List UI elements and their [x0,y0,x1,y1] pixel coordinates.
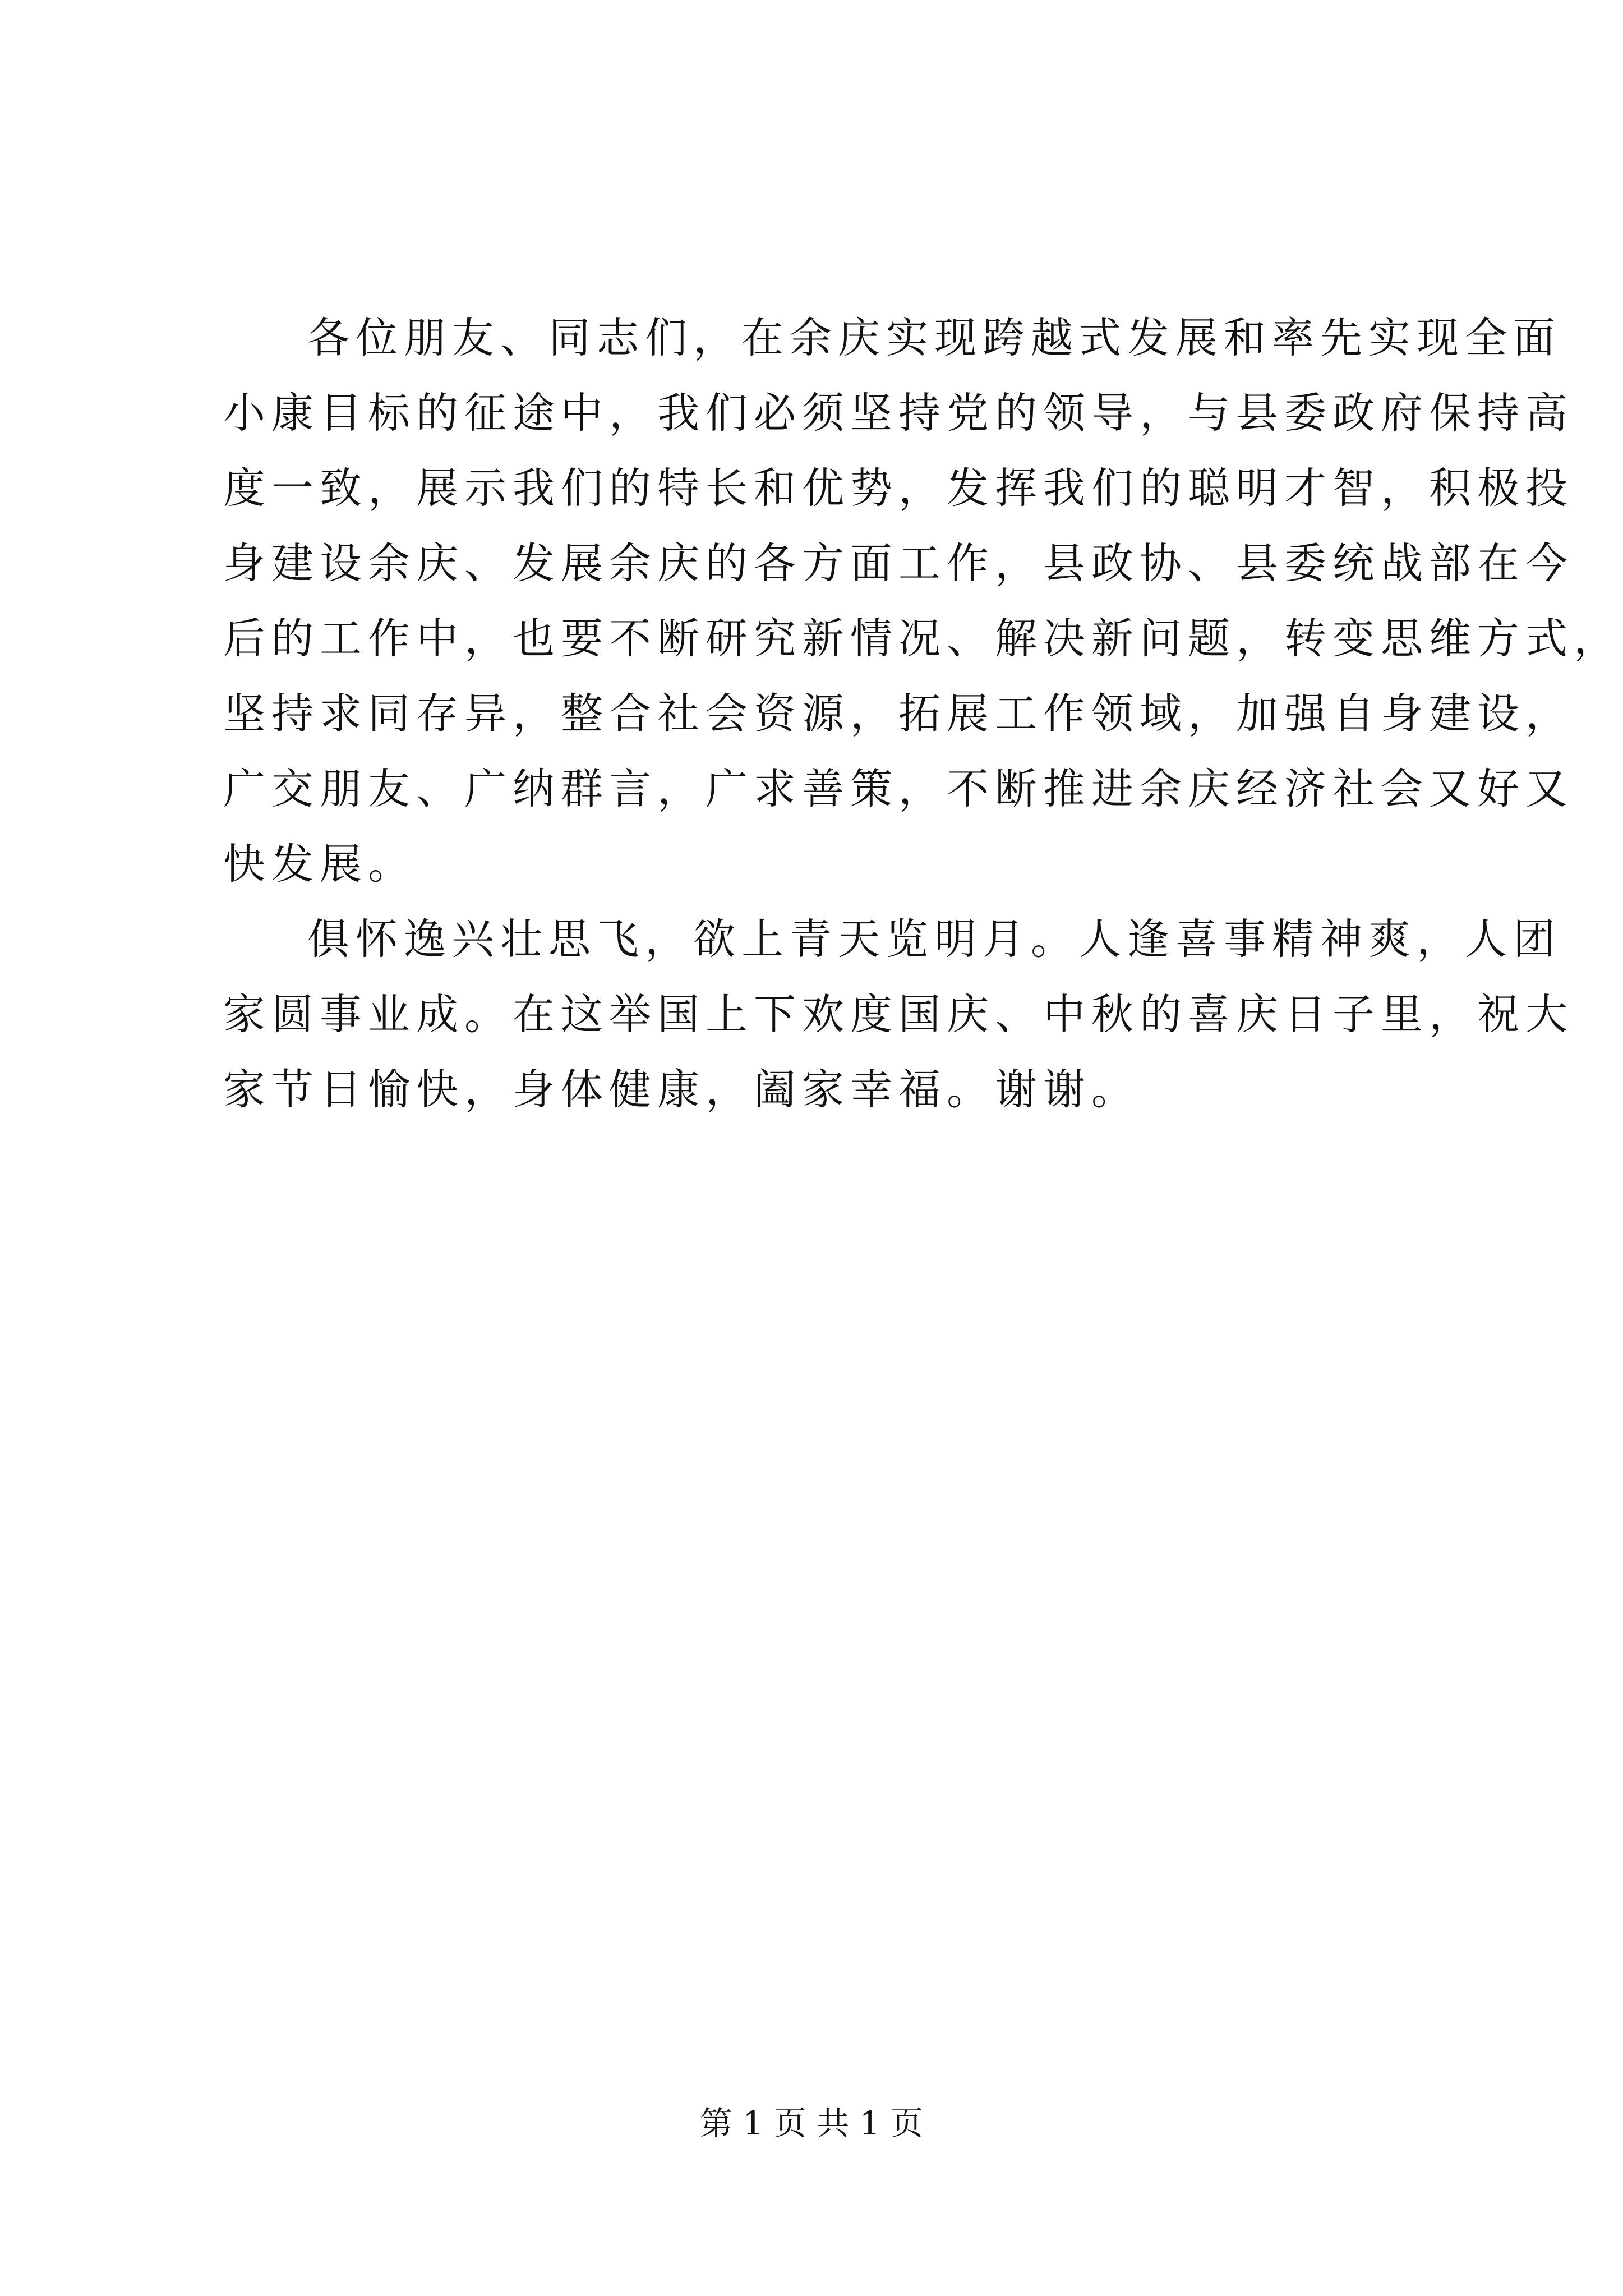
document-body [223,300,1622,1127]
paragraph-1 [223,300,1622,901]
paragraph-line: 俱怀逸兴壮思飞，欲上青天览明月。人逢喜事精神爽，人团 [307,914,1562,964]
paragraph-line: 度一致，展示我们的特长和优势，发挥我们的聪明才智，积极投 [223,463,1574,513]
paragraph-line: 身建设余庆、发展余庆的各方面工作，县政协、县委统战部在今 [223,539,1574,588]
paragraph-line: 家节日愉快，身体健康，阖家幸福。谢谢。 [223,1065,1140,1114]
page-number-footer: 第 1 页 共 1 页 [700,2104,923,2142]
paragraph-line: 快发展。 [223,839,417,889]
paragraph-line: 广交朋友、广纳群言，广求善策，不断推进余庆经济社会又好又 [223,764,1574,813]
paragraph-line: 后的工作中，也要不断研究新情况、解决新问题，转变思维方式， [223,614,1622,663]
paragraph-line: 各位朋友、同志们，在余庆实现跨越式发展和率先实现全面 [307,313,1562,362]
paragraph-2 [223,901,1574,1127]
paragraph-line: 家圆事业成。在这举国上下欢度国庆、中秋的喜庆日子里，祝大 [223,990,1574,1039]
paragraph-line: 坚持求同存异，整合社会资源，拓展工作领域，加强自身建设， [223,689,1574,738]
paragraph-line: 小康目标的征途中，我们必须坚持党的领导，与县委政府保持高 [223,388,1574,438]
